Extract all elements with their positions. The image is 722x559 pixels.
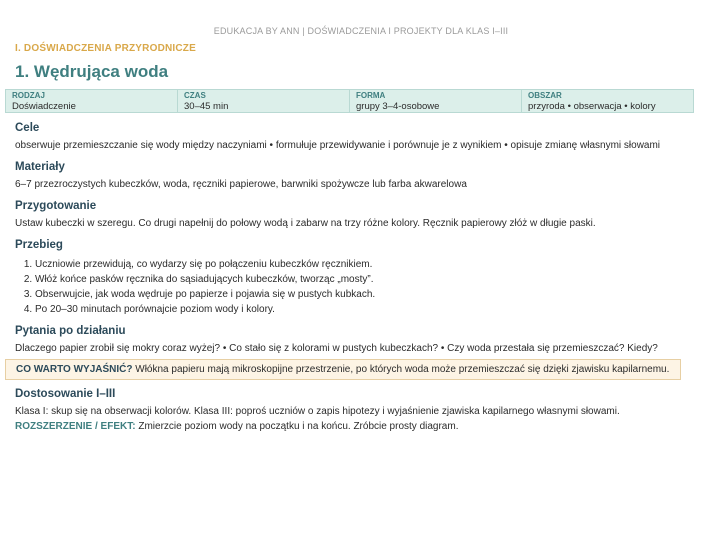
heading-dostosowanie: Dostosowanie I–III (15, 388, 116, 400)
info-label: RODZAJ (12, 91, 45, 100)
list-item: 3. Obserwujcie, jak woda wędruje po papierze i pojawia się w pustych kubkach. (35, 287, 695, 302)
list-item: 2. Włóż końce pasków ręcznika do sąsiadujących kubeczków, tworząc „mosty”. (35, 272, 695, 287)
running-header: EDUKACJA BY ANN | DOŚWIADCZENIA I PROJEKTY DLA KLAS I–III (213, 26, 509, 36)
heading-materialy: Materiały (15, 161, 65, 173)
info-value: grupy 3–4-osobowe (356, 101, 440, 112)
info-cell-czas (178, 90, 350, 112)
info-label: FORMA (356, 91, 386, 100)
info-value: przyroda • obserwacja • kolory (528, 101, 656, 112)
info-value: 30–45 min (184, 101, 229, 112)
callout-text: Włókna papieru mają mikroskopijne przestrzenie, po których woda może przemieszczać się dzięki zjawisku kapilarnemu. (132, 364, 670, 375)
info-label: OBSZAR (528, 91, 562, 100)
content (15, 118, 695, 434)
text-pytania: Dlaczego papier zrobił się mokry coraz wyżej? • Co stało się z kolorami w pustych kubeczkach? • Czy woda przestała się przemieszczać? Kiedy? (15, 343, 658, 354)
heading-przygotowanie: Przygotowanie (15, 200, 97, 212)
info-label: CZAS (184, 91, 206, 100)
info-cell-rodzaj (6, 90, 178, 112)
extension-label: ROZSZERZENIE / EFEKT: (15, 421, 136, 432)
info-cell-forma (350, 90, 522, 112)
callout-label: CO WARTO WYJAŚNIĆ? (16, 364, 133, 375)
info-cell-obszar (522, 90, 693, 112)
heading-pytania: Pytania po działaniu (15, 325, 126, 337)
section-label: I. DOŚWIADCZENIA PRZYRODNICZE (15, 43, 196, 54)
page-title: 1. Wędrująca woda (15, 62, 169, 81)
text-cele: obserwuje przemieszczanie się wody między naczyniami • formułuje przewidywanie i porównuje je z wynikiem • opisuje zmianę własnymi słowami (15, 140, 661, 151)
extension-line (15, 419, 695, 434)
callout-box (5, 359, 681, 380)
steps-list (15, 257, 695, 317)
list-item: 4. Po 20–30 minutach porównajcie poziom wody i kolory. (35, 302, 695, 317)
heading-przebieg: Przebieg (15, 239, 63, 251)
info-value: Doświadczenie (12, 101, 76, 112)
text-dostosowanie: Klasa I: skup się na obserwacji kolorów. Klasa III: poproś uczniów o zapis hipotezy i wyjaśnienie zjawiska kapilarnego własnymi słowami. (15, 406, 620, 417)
heading-cele: Cele (15, 122, 40, 134)
extension-text: Zmierzcie poziom wody na początku i na końcu. Zróbcie prosty diagram. (135, 421, 459, 432)
text-materialy: 6–7 przezroczystych kubeczków, woda, ręczniki papierowe, barwniki spożywcze lub farba akwarelowa (15, 179, 467, 190)
info-table (5, 89, 694, 113)
text-przygotowanie: Ustaw kubeczki w szeregu. Co drugi napełnij do połowy wodą i zabarw na trzy różne kolory. Ręcznik papierowy złóż w długie paski. (15, 218, 596, 229)
list-item: 1. Uczniowie przewidują, co wydarzy się po połączeniu kubeczków ręcznikiem. (35, 257, 695, 272)
